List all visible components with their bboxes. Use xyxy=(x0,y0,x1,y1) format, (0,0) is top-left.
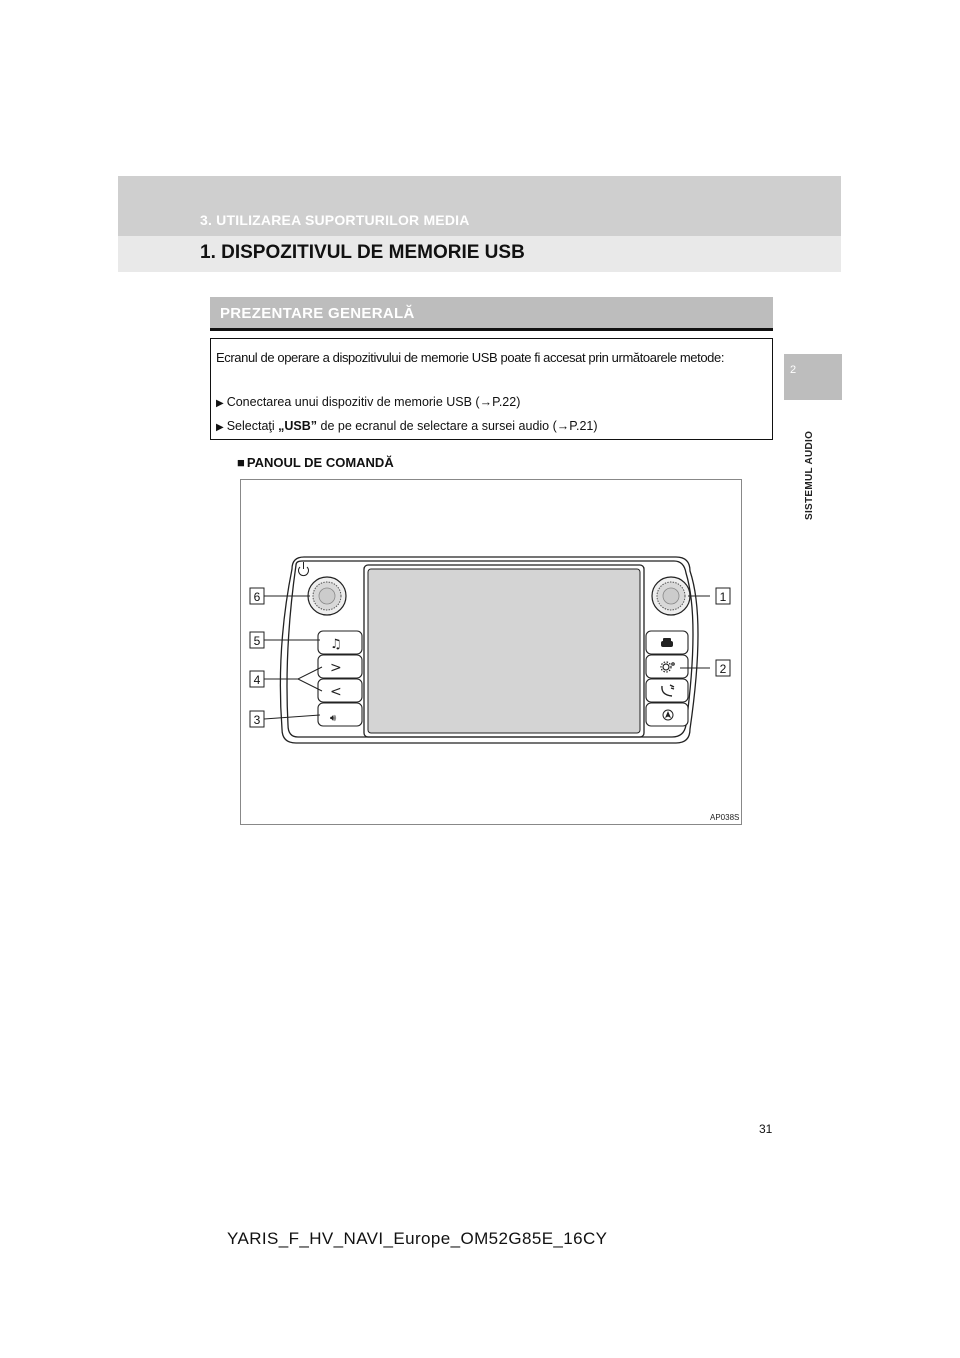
previous-chevron-icon: < xyxy=(330,684,342,700)
right-knob xyxy=(652,577,690,615)
callout-2: 2 xyxy=(719,662,727,676)
page-number: 31 xyxy=(759,1122,773,1136)
chapter-tab-number: 2 xyxy=(790,364,797,376)
overview-bullet-1: ▶ Conectarea unui dispozitiv de memorie USB (→P.22) xyxy=(216,395,521,409)
left-knob xyxy=(308,577,346,615)
chapter-label: SISTEMUL AUDIO xyxy=(804,430,815,520)
page-reference-link[interactable]: P.22 xyxy=(492,395,517,409)
callout-5: 5 xyxy=(253,634,261,648)
music-note-icon: ♫ xyxy=(330,637,342,652)
document-code: YARIS_F_HV_NAVI_Europe_OM52G85E_16CY xyxy=(227,1229,608,1248)
overview-heading: PREZENTARE GENERALĂ xyxy=(220,305,415,322)
callout-6: 6 xyxy=(253,590,261,604)
callout-1: 1 xyxy=(719,590,727,604)
chapter-tab xyxy=(784,354,842,400)
next-chevron-icon: > xyxy=(330,660,342,676)
callout-3: 3 xyxy=(253,713,261,727)
overview-bullet-2: ▶ Selectaţi „USB” de pe ecranul de selectare a sursei audio (→P.21) xyxy=(216,419,598,433)
usb-keyword: „USB” xyxy=(278,419,318,433)
bullet-triangle-icon: ▶ xyxy=(216,398,224,409)
bullet-triangle-icon: ▶ xyxy=(216,422,224,433)
figure-code: AP038S xyxy=(710,813,740,822)
callout-4: 4 xyxy=(253,673,261,687)
display-screen xyxy=(368,569,640,733)
control-panel-illustration xyxy=(240,479,742,825)
page-title: 1. DISPOZITIVUL DE MEMORIE USB xyxy=(200,242,525,263)
section-label: 3. UTILIZAREA SUPORTURILOR MEDIA xyxy=(200,212,470,228)
page-reference-link[interactable]: P.21 xyxy=(569,419,594,433)
control-panel-heading: ■ PANOUL DE COMANDĂ xyxy=(237,455,394,470)
square-bullet-icon: ■ xyxy=(237,455,245,470)
volume-icon: 🔊︎ xyxy=(330,713,337,724)
overview-intro: Ecranul de operare a dispozitivului de memorie USB poate fi accesat prin următoarele metode: xyxy=(216,350,725,365)
